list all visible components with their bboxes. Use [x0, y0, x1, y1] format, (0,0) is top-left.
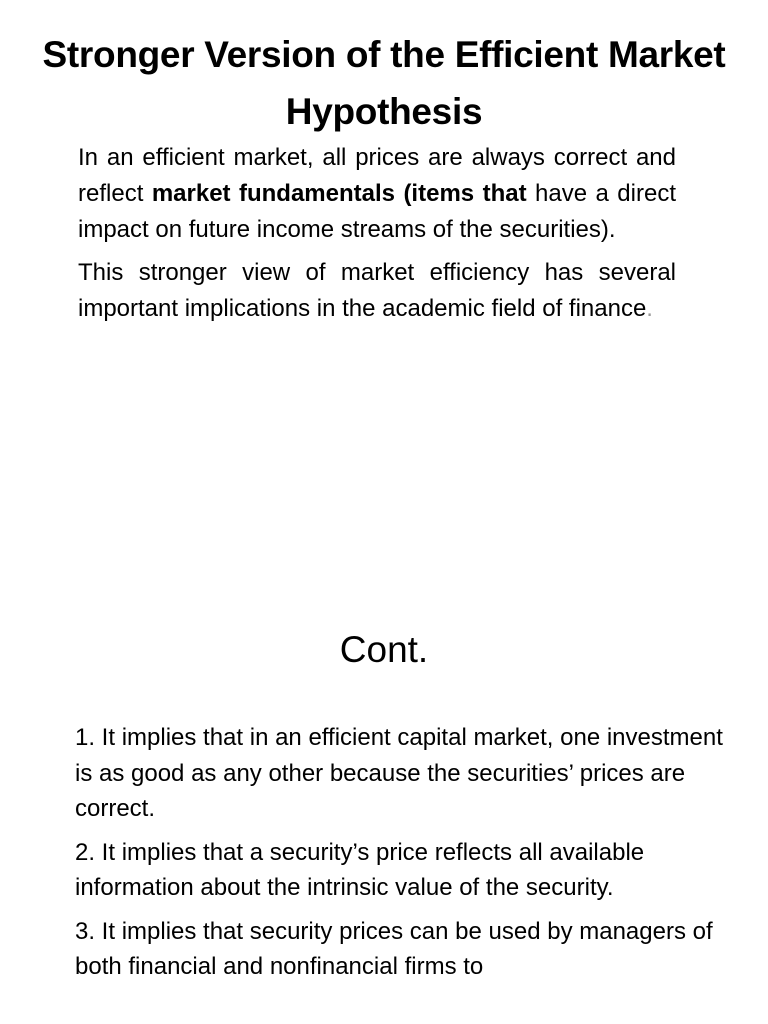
paragraph-implications — [78, 255, 676, 327]
paragraph-text: This stronger view of market efficiency has several important implications in the academic field of finance — [78, 259, 676, 322]
paragraph-text: have a direct impact on future income streams of the securities). — [78, 180, 676, 243]
implications-list — [75, 720, 725, 993]
slide-cont — [0, 560, 768, 1024]
list-item: 1. It implies that in an efficient capital market, one investment is as good as any other because the securities’ prices are correct. — [75, 724, 723, 822]
slide-title: Stronger Version of the Efficient Market Hypothesis — [42, 34, 726, 132]
paragraph-efficient-market — [78, 140, 676, 248]
slide-title: Cont. — [339, 629, 429, 670]
emphasized-text: market fundamentals (items that — [151, 180, 527, 207]
slide-body — [78, 140, 676, 334]
list-item: 3. It implies that security prices can be used by managers of both financial and nonfinancial firms to — [75, 917, 713, 980]
trailing-period: . — [646, 295, 653, 322]
list-item: 2. It implies that a security’s price reflects all available information about the intrinsic value of the security. — [75, 838, 645, 901]
paragraph-text: In an efficient market, all prices are always correct and reflect — [78, 144, 676, 207]
